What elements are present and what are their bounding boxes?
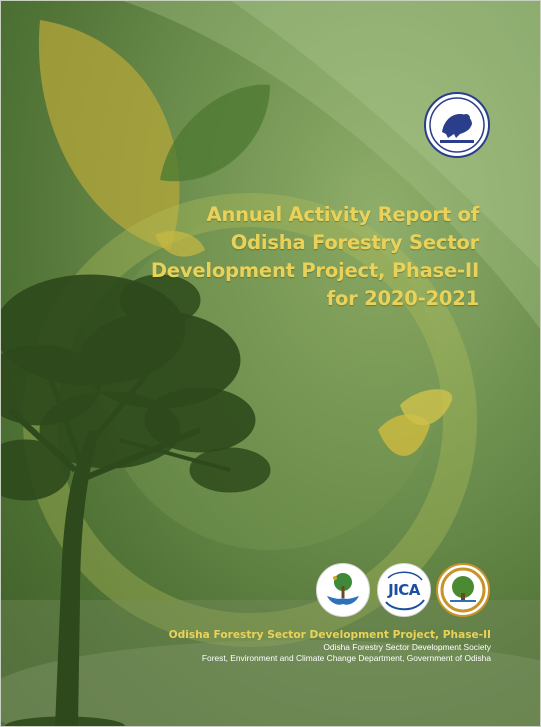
footer — [169, 628, 491, 664]
footer-project: Odisha Forestry Sector Development Project, Phase-II — [168, 629, 491, 641]
footer-department: Forest, Environment and Climate Change Department, Government of Odisha — [201, 653, 491, 663]
jica-logo — [377, 563, 431, 617]
title-line-4: for 2020-2021 — [326, 287, 479, 310]
state-emblem-logo — [424, 92, 490, 158]
title-line-3: Development Project, Phase-II — [150, 259, 479, 282]
footer-society: Odisha Forestry Sector Development Society — [323, 642, 491, 652]
jica-text: JICA — [388, 581, 420, 599]
forest-dept-logo — [436, 563, 490, 617]
tree-hands-icon — [317, 564, 369, 616]
title-line-1: Annual Activity Report of — [206, 203, 479, 226]
report-title — [149, 201, 479, 313]
title-line-2: Odisha Forestry Sector — [230, 231, 479, 254]
ofsds-logo — [316, 563, 370, 617]
state-emblem-icon — [426, 94, 488, 156]
forest-seal-icon — [438, 565, 488, 615]
